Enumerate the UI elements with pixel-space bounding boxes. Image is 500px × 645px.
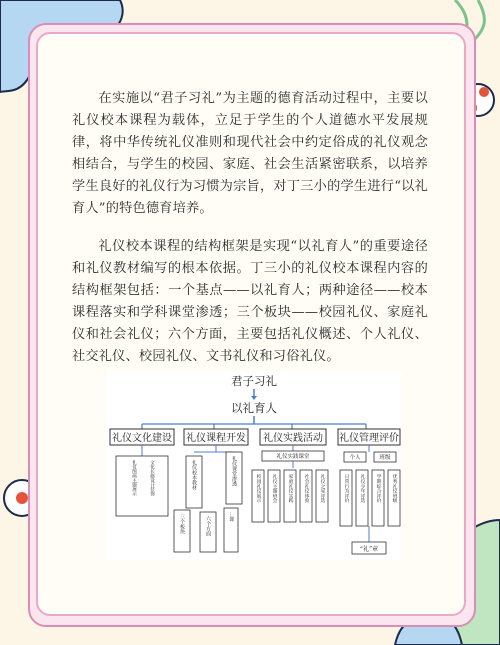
svg-text:日常行为评价: 日常行为评价 (343, 474, 349, 503)
svg-text:礼仪课堂渗透: 礼仪课堂渗透 (231, 456, 237, 486)
diagram-mid-label: 以礼育人 (231, 401, 277, 415)
diagram-top-label: 君子习礼 (231, 374, 277, 388)
svg-text:礼仪图画主题展示: 礼仪图画主题展示 (131, 460, 137, 496)
branch-management-evaluation (338, 429, 400, 554)
green-leaf-decoration-2 (474, 0, 484, 40)
svg-text:礼仪管理评价: 礼仪管理评价 (339, 433, 399, 444)
branch-course-development (174, 429, 248, 552)
paragraph-2: 礼仪校本课程的结构框架是实现“以礼育人”的重要途径和礼仪教材编写的根本依据。丁三小的礼仪校本课程内容的结构框架包括：一个基点——以礼育人；两种途径——校本课程落实和学科课堂渗透；三个板块——校园礼仪、家庭礼仪和社会礼仪；六个方面，主要包括礼仪概述、个人礼仪、社交礼仪、校园礼仪、文书礼仪和习俗礼仪。 (72, 239, 428, 364)
svg-text:个人: 个人 (349, 455, 361, 461)
svg-text:三个板块: 三个板块 (179, 514, 185, 534)
svg-text:礼仪校本教材: 礼仪校本教材 (191, 460, 197, 490)
svg-text:礼仪文化建设: 礼仪文化建设 (112, 433, 172, 444)
article-body (72, 88, 428, 384)
paragraph-1: 在实施以“君子习礼”为主题的德育活动过程中，主要以礼仪校本课程为载体，立足于学生的个人道德水平发展规律，将中华传统礼仪准则和现代社会中约定俗成的礼仪观念相结合，与学生的校园、家庭、社会生活紧密联系，以培养学生良好的礼仪行为习惯为宗旨，对丁三小的学生进行“以礼育人”的特色德育培养。 (72, 91, 428, 216)
svg-text:...课: ...课 (228, 512, 234, 522)
svg-text:班级: 班级 (379, 455, 391, 461)
svg-text:礼仪主题班会: 礼仪主题班会 (271, 474, 277, 503)
branch-culture-construction (110, 429, 174, 516)
curriculum-structure-diagram (106, 372, 402, 560)
svg-text:礼仪少年评选: 礼仪少年评选 (359, 474, 365, 503)
svg-text:优秀礼仪班级: 优秀礼仪班级 (391, 474, 397, 503)
svg-text:六个方面: 六个方面 (205, 516, 211, 536)
svg-text:社会礼仪体验: 社会礼仪体验 (303, 474, 309, 503)
svg-text:“礼”章: “礼”章 (359, 546, 379, 553)
svg-text:礼仪实践课堂: 礼仪实践课堂 (276, 454, 310, 460)
svg-text:礼仪实践活动: 礼仪实践活动 (263, 433, 323, 444)
svg-text:家庭礼仪实践: 家庭礼仪实践 (287, 474, 293, 503)
svg-text:礼仪之星评选: 礼仪之星评选 (319, 474, 325, 503)
svg-text:校园礼仪展示: 校园礼仪展示 (255, 474, 261, 503)
branch-practice-activities (252, 429, 328, 522)
svg-text:文化长廊设计装饰: 文化长廊设计装饰 (149, 460, 155, 496)
svg-text:礼仪课程开发: 礼仪课程开发 (186, 433, 246, 444)
svg-text:学期综合评价: 学期综合评价 (375, 474, 381, 503)
